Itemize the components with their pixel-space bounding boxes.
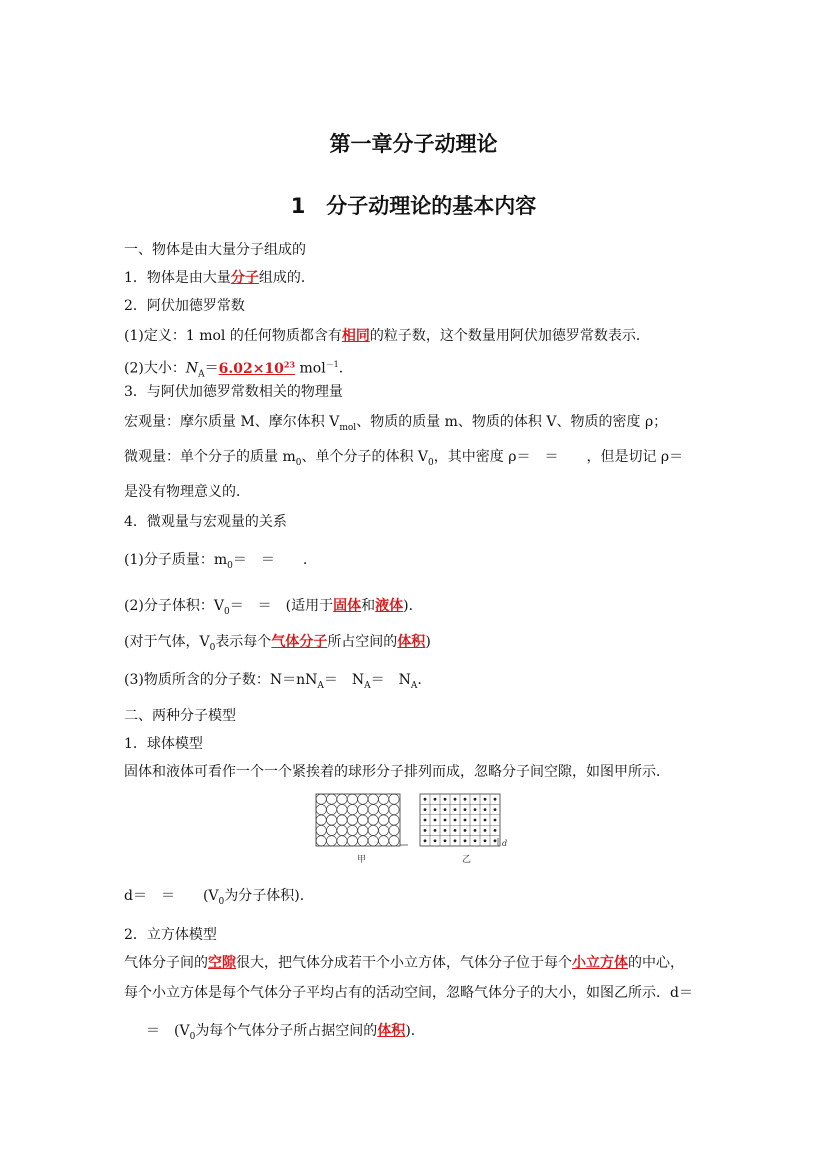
sphere-molecule — [327, 805, 337, 815]
gas-molecule-dot — [424, 839, 427, 842]
sphere-molecule — [368, 805, 378, 815]
sphere-molecule — [327, 825, 337, 835]
gas-molecule-dot — [494, 819, 497, 822]
heading-2: 二、两种分子模型 — [124, 708, 236, 724]
sphere-molecule — [368, 836, 378, 846]
answer-qiti-fenzi: 气体分子 — [271, 634, 328, 650]
heading-1: 一、物体是由大量分子组成的 — [124, 242, 306, 258]
para-count: (3)物质所含的分子数：$N=nN_A=$ $N_A=$ $N_A$. — [124, 672, 422, 691]
sphere-molecule — [347, 815, 357, 825]
answer-fenzi: 分子 — [230, 270, 259, 286]
gas-molecule-dot — [454, 798, 457, 801]
gas-molecule-dot — [474, 808, 477, 811]
sphere-molecule — [358, 836, 368, 846]
sphere-molecule — [389, 815, 399, 825]
gas-molecule-dot — [434, 829, 437, 832]
gas-molecule-dot — [494, 798, 497, 801]
molecule-model-figure — [312, 790, 517, 865]
sphere-molecule — [379, 825, 389, 835]
gas-molecule-dot — [454, 839, 457, 842]
sphere-molecule — [347, 805, 357, 815]
sphere-molecule — [368, 794, 378, 804]
model-2-title: 2．立方体模型 — [124, 927, 217, 943]
para-definition: (1)定义：1 mol 的任何物质都含有相同的粒子数，这个数量用阿伏加德罗常数表示． — [124, 328, 650, 344]
gas-molecule-dot — [464, 839, 467, 842]
sphere-molecule — [337, 794, 347, 804]
answer-xiangtong: 相同 — [341, 328, 370, 344]
gas-molecule-dot — [434, 808, 437, 811]
para-1: 1．物体是由大量分子组成的． — [124, 270, 315, 286]
section-title: 1 分子动理论的基本内容 — [290, 194, 537, 218]
gas-molecule-dot — [444, 839, 447, 842]
cube-text-1: 气体分子间的空隙很大，把气体分成若干个小立方体，气体分子位于每个小立方体的中心， — [124, 955, 684, 971]
gas-molecule-dot — [484, 808, 487, 811]
para-micro-cont: 是没有物理意义的． — [124, 484, 250, 500]
answer-tiji-2: 体积 — [377, 1023, 406, 1039]
para-4: 4．微观量与宏观量的关系 — [124, 514, 287, 530]
sphere-molecule — [327, 794, 337, 804]
answer-kongxi: 空隙 — [208, 955, 236, 971]
sphere-molecule — [347, 825, 357, 835]
sphere-molecule — [337, 815, 347, 825]
sphere-molecule — [316, 825, 326, 835]
gas-molecule-dot — [444, 829, 447, 832]
sphere-molecule — [358, 794, 368, 804]
gas-molecule-dot — [464, 798, 467, 801]
para-3: 3．与阿伏加德罗常数相关的物理量 — [124, 384, 343, 400]
para-2: 2．阿伏加德罗常数 — [124, 298, 245, 314]
gas-molecule-dot — [434, 798, 437, 801]
sphere-molecule — [316, 794, 326, 804]
gas-molecule-dot — [484, 819, 487, 822]
gas-molecule-dot — [484, 829, 487, 832]
answer-avogadro-value: $6.02\times 10^{23}$ — [218, 359, 296, 377]
sphere-molecule — [358, 805, 368, 815]
para-micro: 微观量：单个分子的质量 $m_0$、单个分子的体积 $V_0$，其中密度 ρ＝ ＝ ，但是切记 ρ＝ — [124, 449, 684, 468]
gas-molecule-dot — [434, 819, 437, 822]
figure-label-jia: 甲 — [357, 855, 367, 865]
gas-molecule-dot — [484, 839, 487, 842]
gas-molecule-dot — [424, 819, 427, 822]
figure-label-yi: 乙 — [462, 855, 472, 865]
sphere-molecule — [389, 825, 399, 835]
sphere-molecule — [379, 805, 389, 815]
sphere-molecule — [368, 825, 378, 835]
gas-molecule-dot — [424, 829, 427, 832]
sphere-molecule — [358, 815, 368, 825]
gas-molecule-dot — [454, 819, 457, 822]
gas-molecule-dot — [474, 829, 477, 832]
para-macro: 宏观量：摩尔质量 M、摩尔体积 $V_{mol}$、物质的质量 m、物质的体积 V、物质的密度 ρ； — [124, 414, 668, 433]
gas-molecule-dot — [474, 798, 477, 801]
model-1-title: 1．球体模型 — [124, 736, 203, 752]
sphere-molecule — [327, 815, 337, 825]
sphere-molecule — [316, 815, 326, 825]
gas-molecule-dot — [444, 798, 447, 801]
sphere-molecule — [316, 805, 326, 815]
answer-guti: 固体 — [333, 598, 362, 614]
figure-d-label: d — [502, 839, 508, 848]
sphere-molecule — [316, 836, 326, 846]
gas-molecule-dot — [454, 829, 457, 832]
sphere-molecule — [389, 836, 399, 846]
answer-tiji: 体积 — [397, 634, 426, 650]
sphere-molecule — [337, 825, 347, 835]
gas-molecule-dot — [464, 808, 467, 811]
figure-yi-grid — [420, 794, 500, 846]
sphere-molecule — [389, 805, 399, 815]
figure-jia-grid — [316, 794, 400, 846]
answer-yeti: 液体 — [375, 598, 404, 614]
sphere-molecule — [337, 805, 347, 815]
gas-molecule-dot — [484, 798, 487, 801]
cube-formula: ＝ ($V_0$为每个气体分子所占据空间的体积)． — [146, 1023, 425, 1042]
answer-xiao-lifangti: 小立方体 — [572, 955, 628, 971]
gas-molecule-dot — [494, 829, 497, 832]
gas-molecule-dot — [424, 808, 427, 811]
gas-molecule-dot — [444, 819, 447, 822]
cube-text-2: 每个小立方体是每个气体分子平均占有的活动空间，忽略气体分子的大小，如图乙所示．d＝ — [124, 985, 693, 1001]
gas-molecule-dot — [454, 808, 457, 811]
sphere-molecule — [379, 836, 389, 846]
sphere-formula: d＝ ＝ ($V_0$为分子体积)． — [124, 888, 314, 907]
model-1-text: 固体和液体可看作一个一个紧挨着的球形分子排列而成，忽略分子间空隙，如图甲所示． — [124, 764, 670, 780]
chapter-title: 第一章分子动理论 — [329, 132, 498, 156]
para-size: (2)大小：$N_A=6.02\times 10^{23}$ mol$^{-1}$. — [124, 359, 344, 380]
gas-molecule-dot — [464, 829, 467, 832]
sphere-molecule — [358, 825, 368, 835]
gas-molecule-dot — [434, 839, 437, 842]
para-gas: (对于气体，$V_0$表示每个气体分子所占空间的体积) — [124, 634, 431, 653]
sphere-molecule — [379, 794, 389, 804]
gas-molecule-dot — [444, 808, 447, 811]
sphere-molecule — [347, 794, 357, 804]
para-m0: (1)分子质量：$m_0=$ ＝ . — [124, 552, 308, 571]
sphere-molecule — [327, 836, 337, 846]
sphere-molecule — [347, 836, 357, 846]
gas-molecule-dot — [464, 819, 467, 822]
gas-molecule-dot — [474, 839, 477, 842]
gas-molecule-dot — [474, 819, 477, 822]
sphere-molecule — [379, 815, 389, 825]
sphere-molecule — [337, 836, 347, 846]
gas-molecule-dot — [494, 839, 497, 842]
sphere-molecule — [389, 794, 399, 804]
para-v0: (2)分子体积：$V_0=$ ＝ (适用于固体和液体)． — [124, 598, 423, 617]
sphere-molecule — [368, 815, 378, 825]
gas-molecule-dot — [424, 798, 427, 801]
gas-molecule-dot — [494, 808, 497, 811]
